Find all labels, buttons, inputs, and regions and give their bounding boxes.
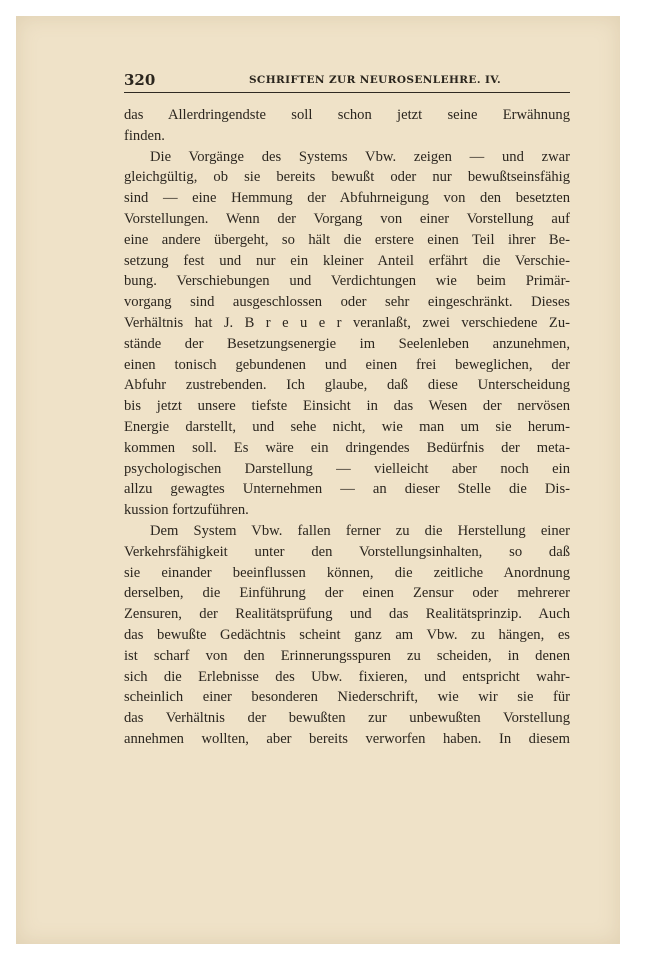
text-line: Verkehrsfähigkeit unter den Vorstellungsinhalten, so daß bbox=[124, 543, 570, 560]
text-line: das bewußte Gedächtnis scheint ganz am Vbw. zu hängen, es bbox=[124, 626, 570, 643]
text-line: Vorstellungen. Wenn der Vorgang von einer Vorstellung auf bbox=[124, 210, 570, 227]
text-line: stände der Besetzungsenergie im Seelenleben anzunehmen, bbox=[124, 335, 570, 352]
text-line: bis jetzt unsere tiefste Einsicht in das Wesen der nervösen bbox=[124, 398, 570, 415]
text-line: allzu gewagtes Unternehmen — an dieser Stelle die Dis- bbox=[124, 481, 570, 498]
page-number: 320 bbox=[124, 71, 156, 89]
text-line: scheinlich einer besonderen Niederschrift, wie wir sie für bbox=[124, 689, 570, 706]
text-line: setzung fest und nur ein kleiner Anteil erfährt die Verschie- bbox=[124, 252, 570, 269]
text-line: ist scharf von den Erinnerungsspuren zu scheiden, in denen bbox=[124, 647, 570, 664]
running-title: SCHRIFTEN ZUR NEUROSENLEHRE. IV. bbox=[248, 74, 502, 86]
text-line: eine andere übergeht, so hält die erstere einen Teil ihrer Be- bbox=[124, 231, 570, 248]
text-line: kussion fortzuführen. bbox=[124, 502, 249, 519]
text-line: sie einander beeinflussen können, die zeitliche Anordnung bbox=[124, 564, 570, 581]
text-line: Zensuren, der Realitätsprüfung und das Realitätsprinzip. Auch bbox=[124, 606, 570, 623]
text-line: derselben, die Einführung der einen Zensur oder mehrerer bbox=[124, 585, 570, 602]
text-line: finden. bbox=[124, 127, 165, 144]
running-header bbox=[124, 68, 570, 93]
text-line: gleichgültig, ob sie bereits bewußt oder nur bewußtseinsfähig bbox=[124, 169, 570, 186]
text-line: Abfuhr zustrebenden. Ich glaube, daß diese Unterscheidung bbox=[124, 377, 570, 394]
text-line: annehmen wollten, aber bereits verworfen haben. In diesem bbox=[124, 730, 570, 747]
text-line: Verhältnis hat J. B r e u e r veranlaßt, zwei verschiedene Zu- bbox=[124, 314, 570, 331]
text-line: bung. Verschiebungen und Verdichtungen wie beim Primär- bbox=[124, 273, 570, 290]
text-line: Die Vorgänge des Systems Vbw. zeigen — und zwar bbox=[150, 148, 570, 165]
text-line: Energie darstellt, und sehe nicht, wie man um sie herum- bbox=[124, 418, 570, 435]
text-line: psychologischen Darstellung — vielleicht aber noch ein bbox=[124, 460, 570, 477]
body-text bbox=[124, 105, 570, 750]
text-line: Dem System Vbw. fallen ferner zu die Herstellung einer bbox=[150, 522, 570, 539]
text-line: einen tonisch gebundenen und einen frei beweglichen, der bbox=[124, 356, 570, 373]
text-line: das Verhältnis der bewußten zur unbewußten Vorstellung bbox=[124, 710, 570, 727]
text-line: kommen soll. Es wäre ein dringendes Bedürfnis der meta- bbox=[124, 439, 570, 456]
text-line: das Allerdringendste soll schon jetzt seine Erwähnung bbox=[124, 107, 570, 123]
text-line: sich die Erlebnisse des Ubw. fixieren, und entspricht wahr- bbox=[124, 668, 570, 685]
text-line: vorgang sind ausgeschlossen oder sehr eingeschränkt. Dieses bbox=[124, 294, 570, 311]
text-line: sind — eine Hemmung der Abfuhrneigung von den besetzten bbox=[124, 190, 570, 207]
